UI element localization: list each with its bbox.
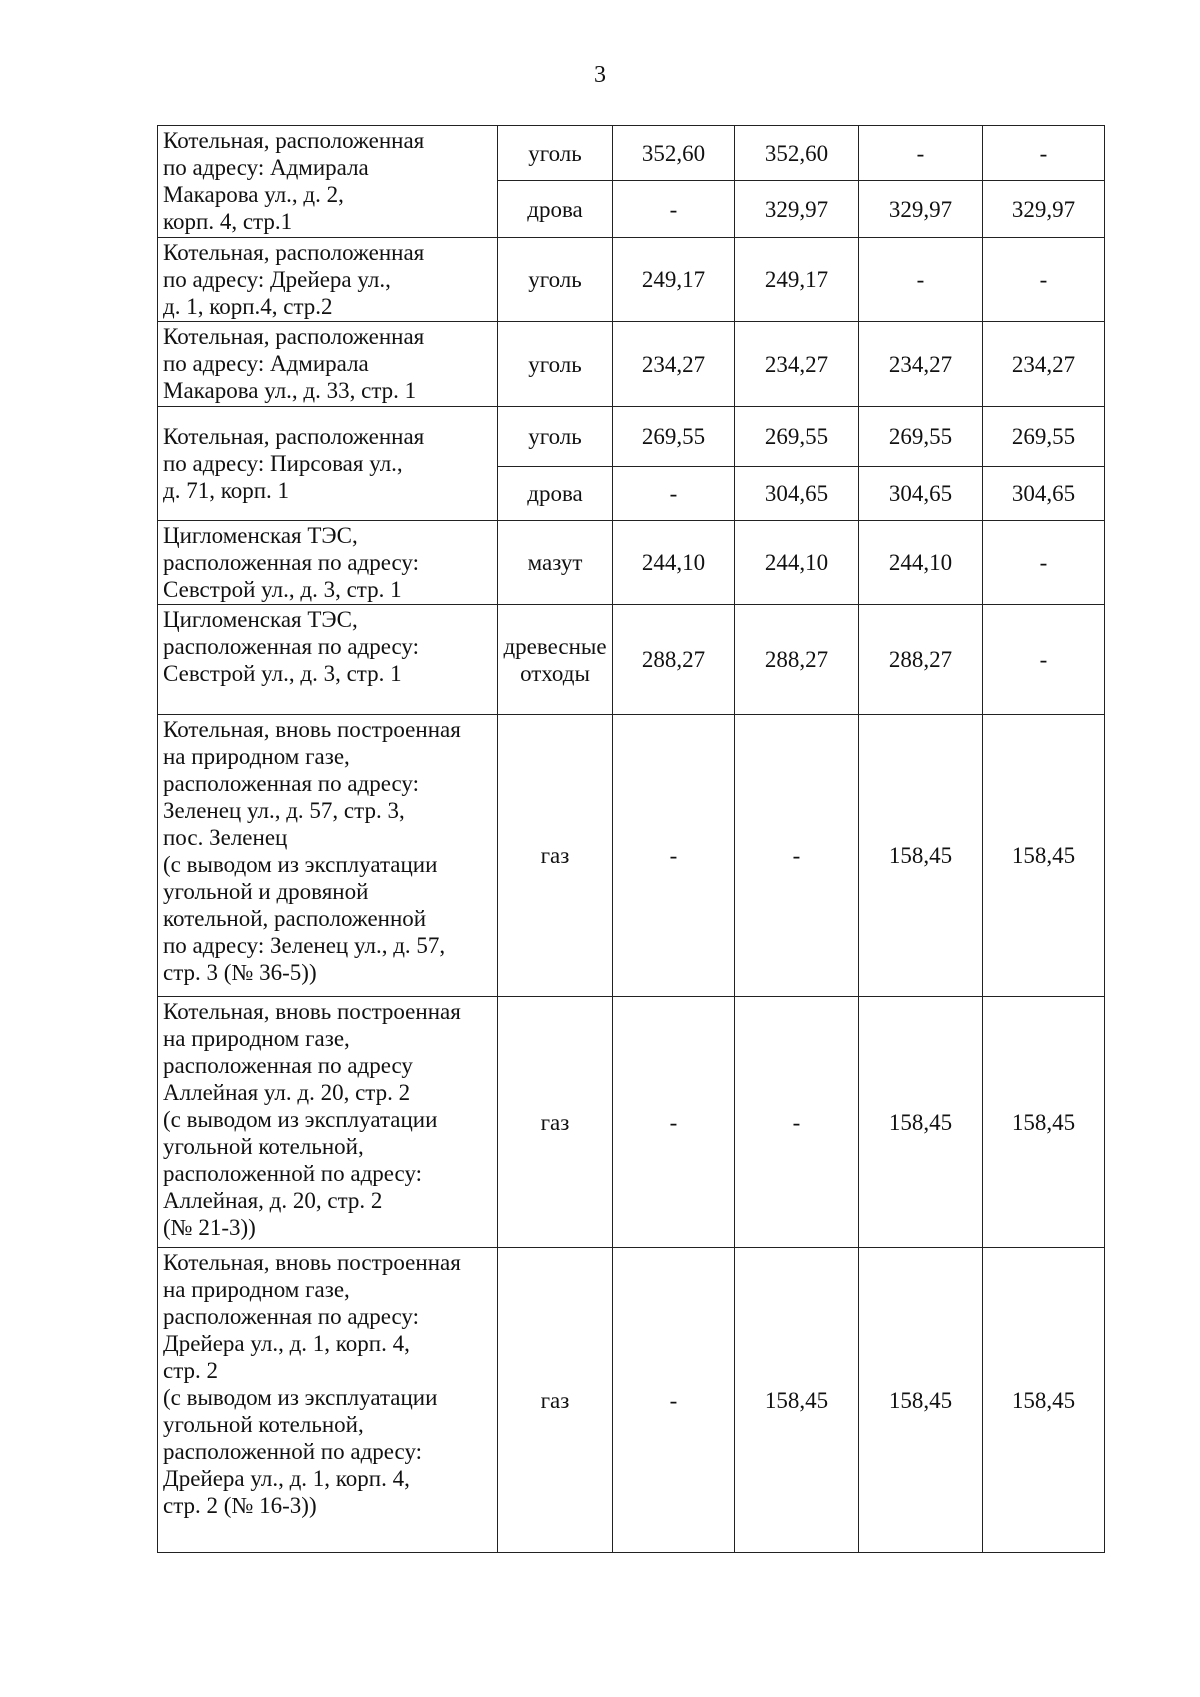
value-cell: 158,45 <box>983 1248 1105 1553</box>
tariff-table <box>157 125 1105 1553</box>
value-cell: 158,45 <box>859 997 983 1248</box>
value-cell: - <box>735 715 859 997</box>
value-cell: 234,27 <box>983 322 1105 407</box>
fuel-type-cell: газ <box>498 997 613 1248</box>
value-cell: - <box>859 238 983 322</box>
table-row <box>158 322 1105 407</box>
value-cell: 352,60 <box>613 126 735 181</box>
fuel-type-cell: газ <box>498 1248 613 1553</box>
value-cell: - <box>983 238 1105 322</box>
value-cell: 269,55 <box>735 407 859 467</box>
value-cell: - <box>613 1248 735 1553</box>
value-cell: 158,45 <box>859 715 983 997</box>
value-cell: 234,27 <box>613 322 735 407</box>
fuel-type-cell: дрова <box>498 467 613 521</box>
value-cell: 249,17 <box>735 238 859 322</box>
fuel-type-cell: древесные отходы <box>498 605 613 715</box>
table-row <box>158 715 1105 997</box>
value-cell: - <box>983 126 1105 181</box>
fuel-type-cell: газ <box>498 715 613 997</box>
value-cell: 329,97 <box>859 181 983 238</box>
facility-name-cell: Котельная, вновь построенная на природном газе, расположенная по адресу Аллейная ул. д. 20, стр. 2 (с выводом из эксплуатации угольной котельной, расположенной по адресу: Аллейная, д. 20, стр. 2 (№ 21-3)) <box>158 997 498 1248</box>
page-number: 3 <box>594 62 606 88</box>
value-cell: 288,27 <box>859 605 983 715</box>
facility-name-cell: Цигломенская ТЭС, расположенная по адресу: Севстрой ул., д. 3, стр. 1 <box>158 605 498 715</box>
facility-name-cell: Котельная, вновь построенная на природном газе, расположенная по адресу: Дрейера ул., д. 1, корп. 4, стр. 2 (с выводом из эксплуатации угольной котельной, расположенной по адресу: Дрейера ул., д. 1, корп. 4, стр. 2 (№ 16-3)) <box>158 1248 498 1553</box>
value-cell: 352,60 <box>735 126 859 181</box>
fuel-type-cell: уголь <box>498 322 613 407</box>
value-cell: - <box>735 997 859 1248</box>
value-cell: - <box>983 521 1105 605</box>
value-cell: - <box>859 126 983 181</box>
value-cell: 249,17 <box>613 238 735 322</box>
value-cell: 244,10 <box>613 521 735 605</box>
fuel-type-cell: уголь <box>498 126 613 181</box>
fuel-type-cell: мазут <box>498 521 613 605</box>
value-cell: - <box>613 181 735 238</box>
fuel-type-cell: дрова <box>498 181 613 238</box>
value-cell: 244,10 <box>859 521 983 605</box>
facility-name-cell: Котельная, расположенная по адресу: Адмирала Макарова ул., д. 33, стр. 1 <box>158 322 498 407</box>
table-row <box>158 1248 1105 1553</box>
value-cell: 269,55 <box>983 407 1105 467</box>
value-cell: 288,27 <box>613 605 735 715</box>
value-cell: - <box>613 715 735 997</box>
value-cell: 329,97 <box>735 181 859 238</box>
table-row <box>158 997 1105 1248</box>
value-cell: 158,45 <box>735 1248 859 1553</box>
fuel-type-cell: уголь <box>498 407 613 467</box>
value-cell: 288,27 <box>735 605 859 715</box>
facility-name-cell: Цигломенская ТЭС, расположенная по адресу: Севстрой ул., д. 3, стр. 1 <box>158 521 498 605</box>
facility-name-cell: Котельная, расположенная по адресу: Адмирала Макарова ул., д. 2, корп. 4, стр.1 <box>158 126 498 238</box>
table-row <box>158 126 1105 181</box>
table-row <box>158 407 1105 467</box>
value-cell: 304,65 <box>859 467 983 521</box>
facility-name-cell: Котельная, расположенная по адресу: Пирсовая ул., д. 71, корп. 1 <box>158 407 498 521</box>
value-cell: 234,27 <box>735 322 859 407</box>
value-cell: 329,97 <box>983 181 1105 238</box>
value-cell: 269,55 <box>859 407 983 467</box>
value-cell: - <box>983 605 1105 715</box>
facility-name-cell: Котельная, вновь построенная на природном газе, расположенная по адресу: Зеленец ул., д. 57, стр. 3, пос. Зеленец (с выводом из эксплуатации угольной и дровяной котельной, расположенной по адресу: Зеленец ул., д. 57, стр. 3 (№ 36-5)) <box>158 715 498 997</box>
value-cell: 304,65 <box>983 467 1105 521</box>
value-cell: 269,55 <box>613 407 735 467</box>
table-row <box>158 605 1105 715</box>
value-cell: - <box>613 467 735 521</box>
fuel-type-cell: уголь <box>498 238 613 322</box>
facility-name-cell: Котельная, расположенная по адресу: Дрейера ул., д. 1, корп.4, стр.2 <box>158 238 498 322</box>
value-cell: 158,45 <box>859 1248 983 1553</box>
value-cell: 158,45 <box>983 715 1105 997</box>
value-cell: - <box>613 997 735 1248</box>
table-row <box>158 521 1105 605</box>
table-row <box>158 238 1105 322</box>
value-cell: 158,45 <box>983 997 1105 1248</box>
value-cell: 234,27 <box>859 322 983 407</box>
value-cell: 244,10 <box>735 521 859 605</box>
value-cell: 304,65 <box>735 467 859 521</box>
